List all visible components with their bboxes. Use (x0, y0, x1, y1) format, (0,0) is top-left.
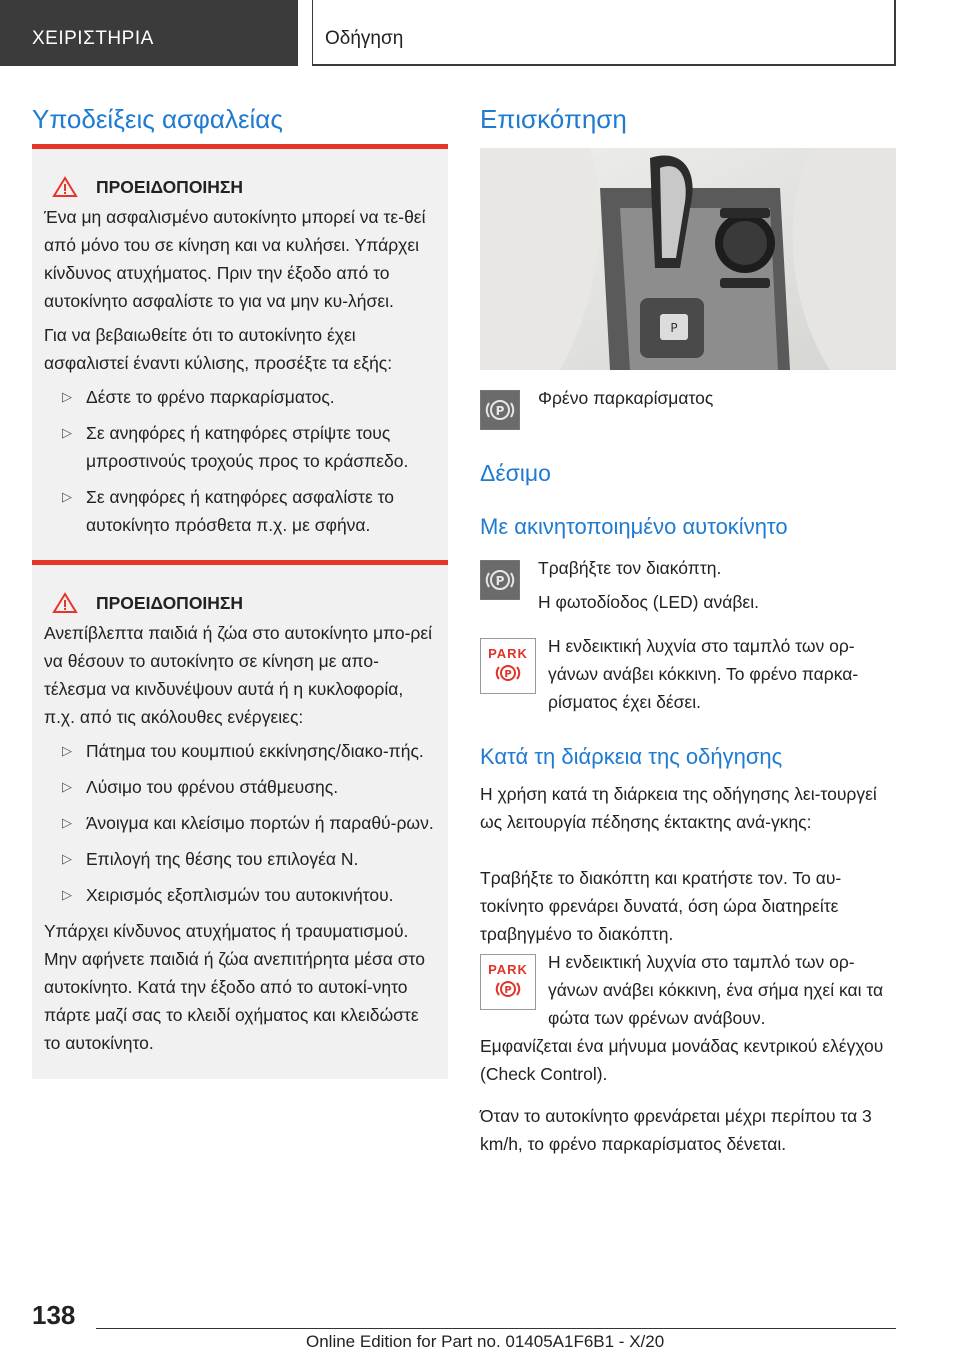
body-text: Τραβήξτε το διακόπτη και κρατήστε τον. Το αυ-τοκίνητο φρενάρει δυνατά, όση ώρα διατηρείτε τραβηγμένο το διακόπτη. (480, 868, 842, 944)
driving-heading: Κατά τη διάρκεια της οδήγησης (480, 744, 783, 769)
park-indicator-icon: PARK P (480, 954, 536, 1010)
parking-brake-switch-icon (480, 560, 520, 600)
warning-header (52, 173, 436, 201)
parking-brake-switch-icon (480, 390, 520, 430)
edition-text: Online Edition for Part no. 01405A1F6B1 - X/20 (306, 1332, 665, 1351)
warning-list (44, 737, 436, 909)
list-item: ▷ Δέστε το φρένο παρκαρίσματος. (62, 387, 335, 407)
warning-box-2 (32, 560, 448, 1079)
svg-text:P: P (495, 574, 505, 588)
svg-text:P: P (495, 404, 505, 418)
photo-caption: Φρένο παρκαρίσματος (538, 388, 714, 408)
safety-title: Υποδείξεις ασφαλείας (32, 104, 283, 134)
warning-header (52, 589, 436, 617)
list-item: ▷ Επιλογή της θέσης του επιλογέα N. (62, 849, 359, 869)
instruction-text: Τραβήξτε τον διακόπτη. (538, 558, 722, 578)
park-indicator-icon: PARK P (480, 638, 536, 694)
body-text: Όταν το αυτοκίνητο φρενάρεται μέχρι περίπου τα 3 km/h, το φρένο παρκαρίσματος δένεται. (480, 1106, 872, 1154)
page-number: 138 (32, 1300, 76, 1330)
svg-text:P: P (504, 669, 512, 680)
overview-title: Επισκόπηση (480, 104, 627, 134)
chapter-tab: Οδήγηση (312, 0, 896, 66)
stationary-heading: Με ακινητοποιημένο αυτοκίνητο (480, 514, 788, 539)
indicator-note: Η ενδεικτική λυχνία στο ταμπλό των ορ-γάνων ανάβει κόκκινη, ένα σήμα ηχεί και τα φώτα των φρένων ανάβουν. (548, 952, 884, 1028)
list-item: ▷ Λύσιμο του φρένου στάθμευσης. (62, 777, 339, 797)
warning-icon (52, 592, 78, 614)
warning-box-1 (32, 144, 448, 563)
body-text: Εμφανίζεται ένα μήνυμα μονάδας κεντρικού ελέγχου (Check Control). (480, 1036, 884, 1084)
gear-console-illustration (480, 148, 896, 370)
warning-text: Ανεπίβλεπτα παιδιά ή ζώα στο αυτοκίνητο μπο-ρεί να θέσουν το αυτοκίνητο σε κίνηση με απο-τέλεσμα να κινδυνέψουν αυτά ή η κυκλοφορία, π.χ. από τις ακόλουθες ενέργειες: (44, 623, 433, 727)
list-item: ▷ Χειρισμός εξοπλισμών του αυτοκινήτου. (62, 885, 394, 905)
warning-list (44, 383, 436, 539)
console-photo (480, 148, 896, 370)
svg-text:P: P (670, 321, 678, 335)
list-item: ▷ Σε ανηφόρες ή κατηφόρες στρίψτε τους μπροστινούς τροχούς προς το κράσπεδο. (62, 423, 409, 471)
list-item: ▷ Πάτημα του κουμπιού εκκίνησης/διακο-πής. (62, 741, 424, 761)
list-item: ▷ Σε ανηφόρες ή κατηφόρες ασφαλίστε το αυτοκίνητο πρόσθετα π.χ. με σφήνα. (62, 487, 395, 535)
warning-text: Για να βεβαιωθείτε ότι το αυτοκίνητο έχει ασφαλιστεί έναντι κύλισης, προσέξτε τα εξής: (44, 325, 393, 373)
section-tab: ΧΕΙΡΙΣΤΗΡΙΑ (0, 0, 298, 66)
warning-label: ΠΡΟΕΙΔΟΠΟΙΗΣΗ (96, 593, 244, 613)
indicator-note: Η ενδεικτική λυχνία στο ταμπλό των ορ-γάνων ανάβει κόκκινη. Το φρένο παρκα-ρίσματος έχει δέσει. (548, 636, 859, 712)
instruction-text: Η φωτοδίοδος (LED) ανάβει. (538, 592, 759, 612)
warning-icon (52, 176, 78, 198)
svg-text:P: P (504, 985, 512, 996)
list-item: ▷ Άνοιγμα και κλείσιμο πορτών ή παραθύ-ρων. (62, 813, 434, 833)
warning-text: Ένα μη ασφαλισμένο αυτοκίνητο μπορεί να τε-θεί από μόνο του σε κίνηση και να κυλήσει. Υπάρχει κίνδυνος ατυχήματος. Πριν την έξοδο από το αυτοκίνητο ασφαλίστε το για να μην κυ-λήσει. (44, 207, 426, 311)
tie-heading: Δέσιμο (480, 460, 551, 486)
footer-divider (96, 1328, 896, 1329)
warning-text: Υπάρχει κίνδυνος ατυχήματος ή τραυματισμού. Μην αφήνετε παιδιά ή ζώα ανεπιτήρητα μέσα στο αυτοκίνητο. Κατά την έξοδο από το αυτοκί-νητο πάρτε μαζί σας το κλειδί οχήματος και κλειδώστε το αυτοκίνητο. (44, 921, 425, 1053)
body-text: Η χρήση κατά τη διάρκεια της οδήγησης λει-τουργεί ως λειτουργία πέδησης έκτακτης ανά-γκης: (480, 784, 877, 832)
warning-label: ΠΡΟΕΙΔΟΠΟΙΗΣΗ (96, 177, 244, 197)
